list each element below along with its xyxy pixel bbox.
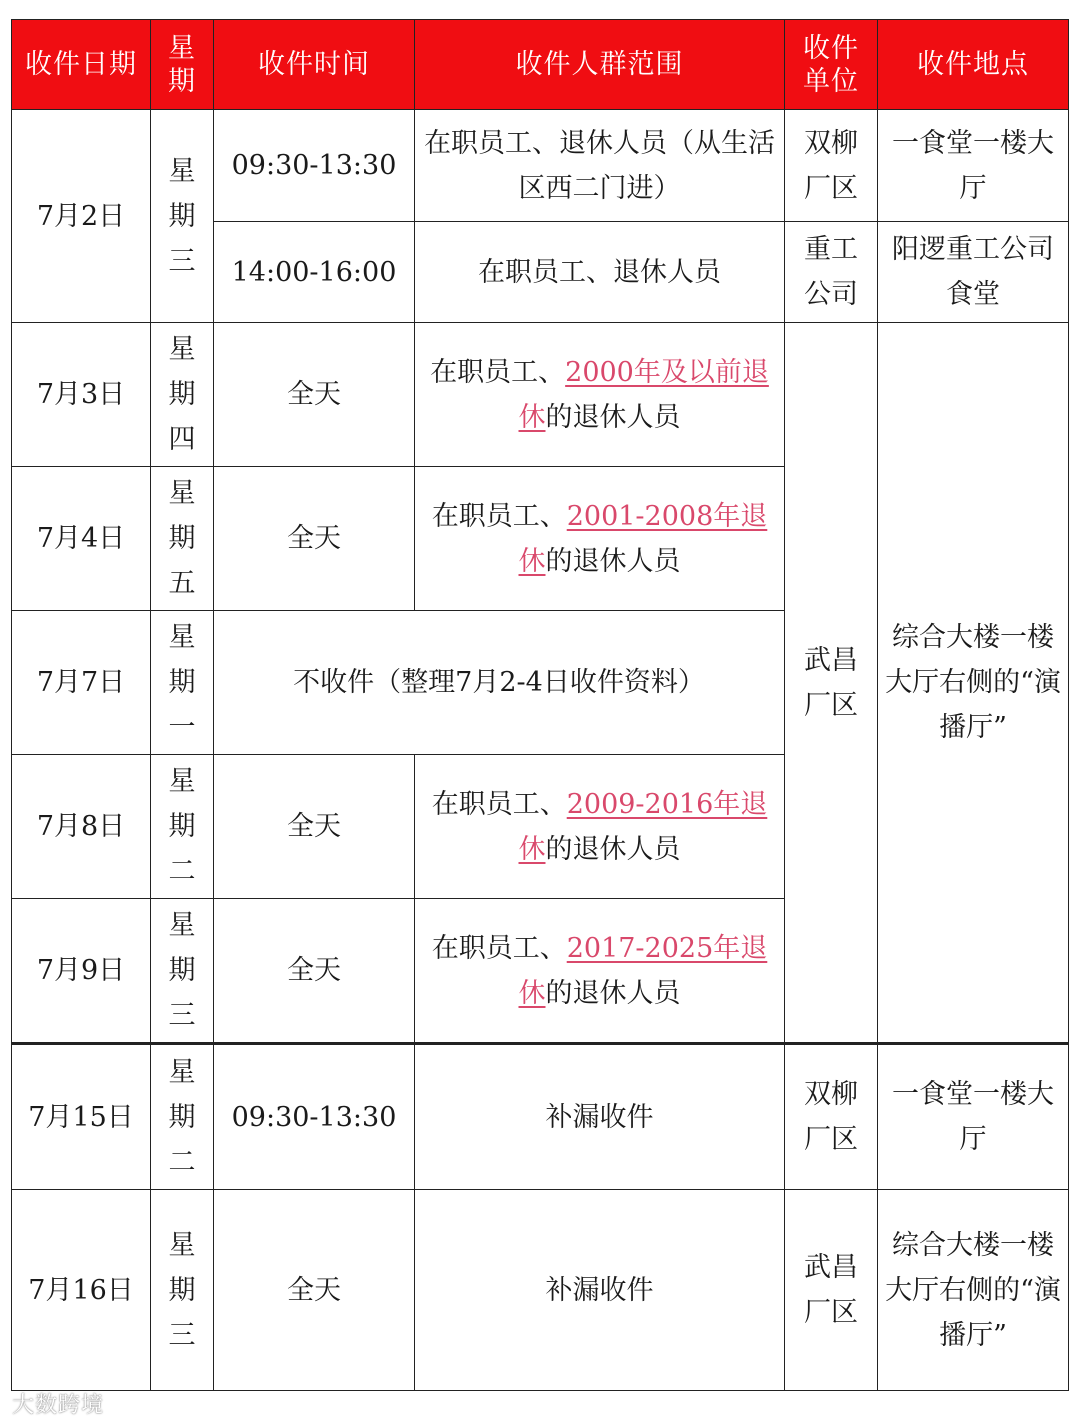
- time-cell: 全天: [214, 899, 415, 1044]
- date-cell: 7月9日: [12, 899, 151, 1044]
- date-cell: 7月15日: [12, 1044, 151, 1190]
- scope-cell: 补漏收件: [415, 1044, 785, 1190]
- scope-prefix: 在职员工、: [431, 788, 567, 820]
- weekday-cell: 星期四: [151, 323, 214, 467]
- scope-cell: 补漏收件: [415, 1190, 785, 1391]
- scope-prefix: 在职员工、: [431, 500, 567, 532]
- scope-prefix: 在职员工、: [430, 356, 566, 388]
- time-cell: 09:30-13:30: [214, 110, 415, 222]
- time-cell: 全天: [214, 1190, 415, 1391]
- no-collection-note: 不收件（整理7月2-4日收件资料）: [214, 611, 785, 755]
- place-cell: 综合大楼一楼大厅右侧的“演播厅”: [878, 1190, 1069, 1391]
- weekday-cell: 星期三: [151, 899, 214, 1044]
- time-cell: 09:30-13:30: [214, 1044, 415, 1190]
- scope-cell: 在职员工、退休人员: [415, 222, 785, 323]
- date-cell: 7月3日: [12, 323, 151, 467]
- scope-cell: [415, 467, 785, 611]
- time-cell: 14:00-16:00: [214, 222, 415, 323]
- table-row: [12, 323, 1069, 467]
- date-cell: 7月2日: [12, 110, 151, 323]
- scope-cell: 在职员工、退休人员（从生活区西二门进）: [415, 110, 785, 222]
- weekday-cell: 星期三: [151, 1190, 214, 1391]
- header-weekday: 星期: [151, 20, 214, 110]
- scope-cell: [415, 323, 785, 467]
- scope-suffix: 的退休人员: [545, 545, 681, 577]
- place-cell: 一食堂一楼大厅: [878, 110, 1069, 222]
- weekday-cell: 星期三: [151, 110, 214, 323]
- unit-cell: 重工公司: [785, 222, 878, 323]
- weekday-cell: 星期二: [151, 1044, 214, 1190]
- watermark-text: 大数跨境: [12, 1393, 105, 1418]
- place-cell: 阳逻重工公司食堂: [878, 222, 1069, 323]
- header-place: 收件地点: [878, 20, 1069, 110]
- retirement-year-highlight: 2001-2008年退休: [518, 500, 768, 577]
- table-row: [12, 1190, 1069, 1391]
- date-cell: 7月4日: [12, 467, 151, 611]
- scope-suffix: 的退休人员: [545, 833, 681, 865]
- header-time: 收件时间: [214, 20, 415, 110]
- scope-suffix: 的退休人员: [545, 401, 681, 433]
- header-unit: 收件单位: [785, 20, 878, 110]
- retirement-year-highlight: 2000年及以前退休: [518, 356, 769, 433]
- table-row: [12, 110, 1069, 222]
- place-cell: 综合大楼一楼大厅右侧的“演播厅”: [878, 323, 1069, 1044]
- collection-schedule-table: [11, 19, 1069, 1391]
- table-row: [12, 1044, 1069, 1190]
- time-cell: 全天: [214, 467, 415, 611]
- place-cell: 一食堂一楼大厅: [878, 1044, 1069, 1190]
- retirement-year-highlight: 2009-2016年退休: [518, 788, 768, 865]
- date-cell: 7月16日: [12, 1190, 151, 1391]
- date-cell: 7月7日: [12, 611, 151, 755]
- weekday-cell: 星期五: [151, 467, 214, 611]
- scope-suffix: 的退休人员: [545, 977, 681, 1009]
- unit-cell: 武昌厂区: [785, 1190, 878, 1391]
- scope-cell: [415, 899, 785, 1044]
- scope-cell: [415, 755, 785, 899]
- header-date: 收件日期: [12, 20, 151, 110]
- unit-cell: 武昌厂区: [785, 323, 878, 1044]
- watermark-logo: [12, 1388, 104, 1419]
- unit-cell: 双柳厂区: [785, 1044, 878, 1190]
- time-cell: 全天: [214, 755, 415, 899]
- scope-prefix: 在职员工、: [431, 932, 567, 964]
- header-scope: 收件人群范围: [415, 20, 785, 110]
- retirement-year-highlight: 2017-2025年退休: [518, 932, 768, 1009]
- header-row: [12, 20, 1069, 110]
- weekday-cell: 星期二: [151, 755, 214, 899]
- weekday-cell: 星期一: [151, 611, 214, 755]
- time-cell: 全天: [214, 323, 415, 467]
- unit-cell: 双柳厂区: [785, 110, 878, 222]
- date-cell: 7月8日: [12, 755, 151, 899]
